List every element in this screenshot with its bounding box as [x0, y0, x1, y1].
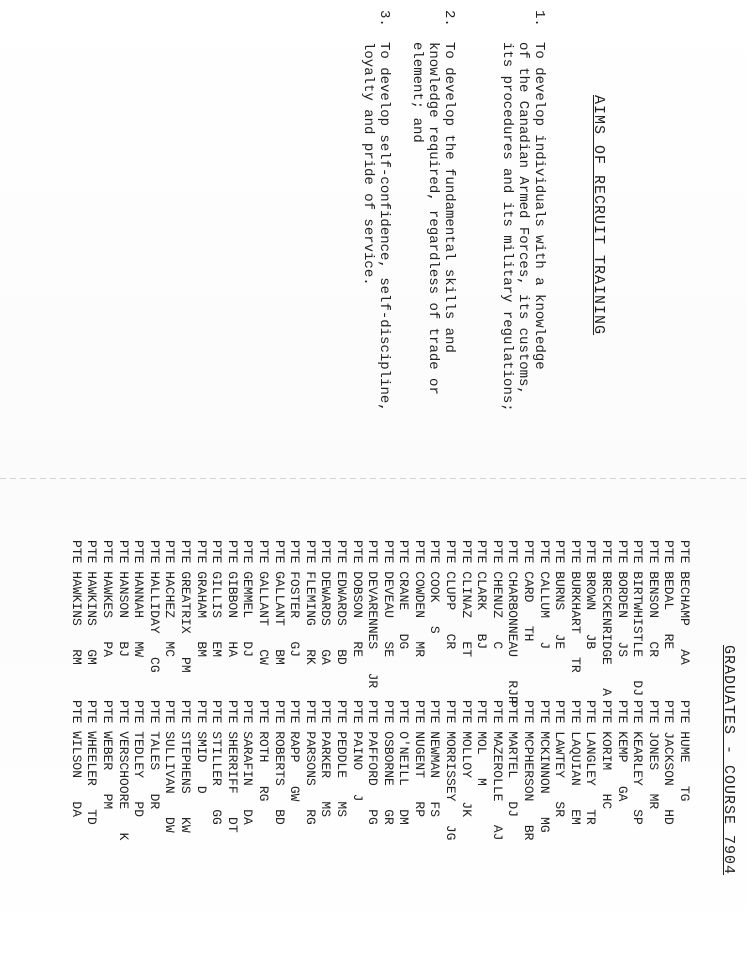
graduate-entry: PTE MOL M	[474, 700, 490, 786]
aim-item-3	[328, 10, 392, 412]
graduate-entry: PTE KEMP GA	[614, 700, 630, 802]
aim-item-1	[483, 10, 547, 412]
graduate-entry: PTE PAINO J	[349, 700, 365, 802]
graduate-entry: PTE KORIM HC	[599, 700, 615, 810]
graduate-entry: PTE PARSONS RG	[302, 700, 318, 825]
graduate-entry: PTE TEDLEY PD	[131, 700, 147, 818]
graduate-entry: PTE MCKINNON MG	[536, 700, 552, 833]
graduate-entry: PTE CARD TH	[521, 540, 537, 642]
graduate-entry: PTE ROTH RG	[255, 700, 271, 802]
graduate-entry: PTE BURKHART TR	[567, 540, 583, 673]
graduate-entry: PTE HUME TG	[677, 700, 692, 802]
graduate-entry: PTE BECHAMP AA	[677, 540, 692, 665]
graduate-entry: PTE DEVEAU SE	[380, 540, 396, 658]
graduate-entry: PTE BROWN JB	[583, 540, 599, 650]
graduate-entry: PTE GREATRIX PM	[178, 540, 193, 673]
graduates-list-left	[68, 540, 692, 704]
graduate-entry: PTE SULLIVAN DW	[162, 700, 178, 833]
graduate-entry: PTE GALLANT CW	[255, 540, 271, 665]
graduate-entry: PTE PARKER MS	[318, 700, 334, 818]
graduate-entry: PTE SARAFIN DA	[240, 700, 256, 825]
graduate-entry: PTE MCPHERSON BR	[521, 700, 537, 841]
graduate-entry: PTE HANSON BJ	[115, 540, 131, 658]
graduate-entry: PTE FLEMING RK	[302, 540, 318, 665]
graduate-entry: PTE CHARBONNEAU RJP	[505, 540, 521, 704]
graduate-entry: PTE HALLIDAY CG	[146, 540, 162, 673]
aim-text: To develop the fundamental skills and knowledge required, regardless of trade or element; and	[409, 42, 457, 395]
graduate-entry: PTE CLINAZ ET	[458, 540, 474, 658]
graduate-entry: PTE HANNAH MW	[131, 540, 147, 658]
graduate-entry: PTE EDWARDS BD	[333, 540, 349, 665]
graduate-entry: PTE O'NEILL DM	[396, 700, 412, 825]
graduate-entry: PTE HAWKES PA	[100, 540, 116, 658]
graduate-entry: PTE WEBER PM	[100, 700, 116, 810]
graduate-entry: PTE CLARK BJ	[474, 540, 490, 650]
graduate-entry: PTE GALLANT BM	[271, 540, 287, 665]
graduate-entry: PTE HAWKINS GM	[84, 540, 100, 665]
graduate-entry: PTE GEMMEL DJ	[240, 540, 256, 658]
graduate-entry: PTE LANGLEY TR	[583, 700, 599, 825]
graduate-entry: PTE MOLLOY JK	[458, 700, 474, 818]
graduate-entry: PTE BURNS JE	[552, 540, 568, 650]
graduate-entry: PTE VERSCHOORE K	[115, 700, 131, 841]
graduate-entry: PTE PEDDLE MS	[333, 700, 349, 818]
graduate-entry: PTE WILSON DA	[68, 700, 84, 818]
aims-title: AIMS OF RECRUIT TRAINING	[590, 95, 607, 336]
aim-item-2	[393, 10, 457, 395]
graduate-entry: PTE CLUPP CR	[443, 540, 459, 650]
graduate-entry: PTE CALLUM J	[536, 540, 552, 650]
graduate-entry: PTE RAPP GW	[287, 700, 303, 802]
graduate-entry: PTE OSBORNE GR	[380, 700, 396, 825]
graduates-title: GRADUATES - COURSE 7904	[720, 645, 737, 876]
graduate-entry: PTE TALES DR	[146, 700, 162, 810]
graduate-entry: PTE SMID D	[193, 700, 209, 794]
graduate-entry: PTE JACKSON HD	[661, 700, 677, 825]
graduates-list-right	[68, 700, 692, 840]
graduate-entry: PTE STEPHENS KW	[178, 700, 193, 833]
graduate-entry: PTE DEWARDS GA	[318, 540, 334, 665]
graduate-entry: PTE HACHEZ MC	[162, 540, 178, 658]
graduate-entry: PTE GRAHAM BM	[193, 540, 209, 658]
graduate-entry: PTE NUGENT RP	[411, 700, 427, 818]
graduate-entry: PTE DOBSON RE	[349, 540, 365, 658]
graduate-entry: PTE BENSON CR	[645, 540, 661, 658]
graduate-entry: PTE HAWKINS RM	[68, 540, 84, 665]
aim-number: 1.	[531, 10, 547, 27]
graduate-entry: PTE DEVARENNES JR	[365, 540, 381, 689]
aim-text: To develop individuals with a knowledge of the Canadian Armed Forces, its customs, its procedures and its military regulations;	[499, 42, 547, 412]
graduate-entry: PTE BEDAL RE	[661, 540, 677, 650]
graduate-entry: PTE KEARLEY SP	[630, 700, 646, 825]
graduate-entry: PTE GILLIS EM	[209, 540, 225, 658]
graduate-entry: PTE MAZEROLLE AJ	[489, 700, 505, 841]
graduate-entry: PTE NEWMAN FS	[427, 700, 443, 818]
aim-text: To develop self-confidence, self-discipline, loyalty and pride of service.	[360, 42, 392, 412]
graduate-entry: PTE JONES MR	[645, 700, 661, 810]
graduate-entry: PTE BRECKENRIDGE A	[599, 540, 615, 697]
graduate-entry: PTE CHENUZ C	[489, 540, 505, 650]
graduate-entry: PTE COWDEN MR	[411, 540, 427, 658]
graduate-entry: PTE LAQUIAN EM	[567, 700, 583, 825]
graduate-entry: PTE WHEELER TD	[84, 700, 100, 825]
graduate-entry: PTE CRANE DG	[396, 540, 412, 650]
graduate-entry: PTE PAFFORD PG	[365, 700, 381, 825]
aim-number: 3.	[376, 10, 392, 27]
graduate-entry: PTE COOK S	[427, 540, 443, 634]
graduate-entry: PTE FOSTER GJ	[287, 540, 303, 658]
graduate-entry: PTE ROBERTS BD	[271, 700, 287, 825]
graduate-entry: PTE SHERRIFF DT	[224, 700, 240, 833]
graduate-entry: PTE BORDEN JS	[614, 540, 630, 658]
graduate-entry: PTE STILLER GG	[209, 700, 225, 825]
graduate-entry: PTE GIBBON HA	[224, 540, 240, 658]
graduate-entry: PTE BIRTWHISTLE DJ	[630, 540, 646, 697]
graduate-entry: PTE LAWTEY SR	[552, 700, 568, 818]
graduate-entry: PTE MORRISSEY JG	[443, 700, 459, 841]
aim-number: 2.	[441, 10, 457, 27]
graduate-entry: PTE MARTEL DJ	[505, 700, 521, 818]
